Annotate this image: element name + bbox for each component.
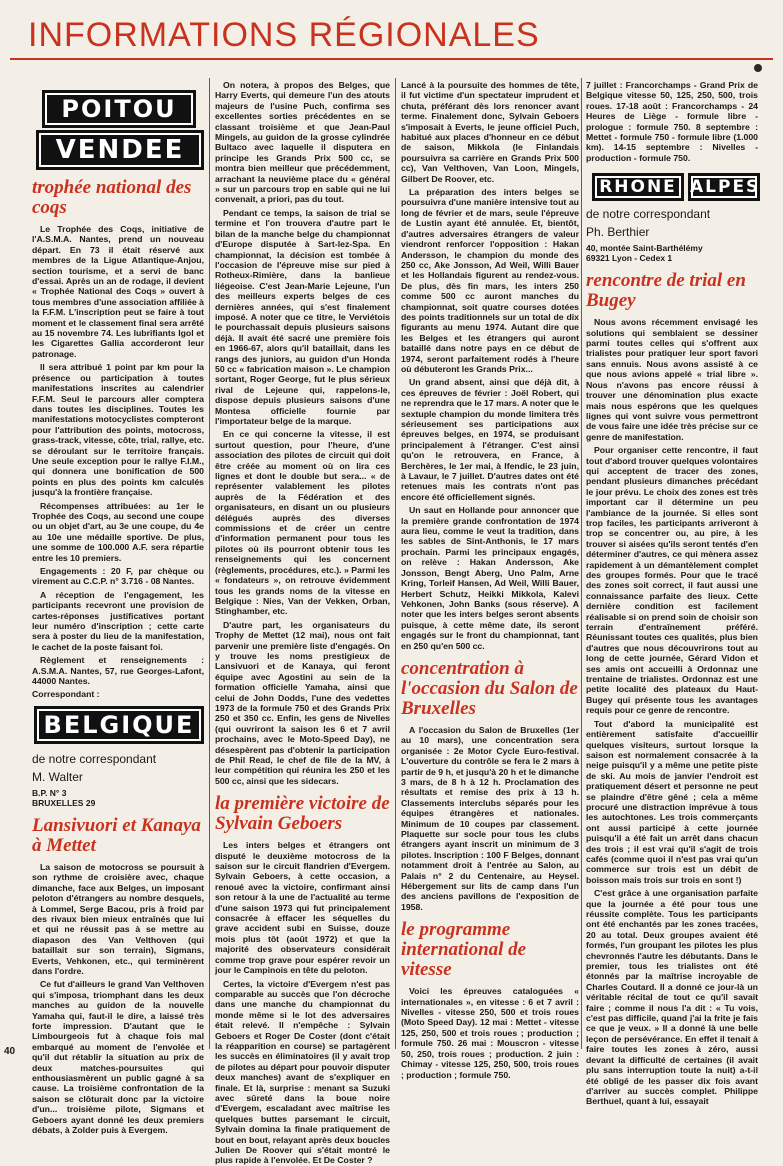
column-divider [395, 78, 396, 1049]
article-paragraph: Certes, la victoire d'Evergem n'est pas comparable au succès que l'on décroche dans une manche du championnat du monde même si le lot des adversaires était relevé. Il n'empêche : Sylvain Geboers et Roger De Coster (dont c'était la réapparition en course) se partagèrent les succès en éliminatoires (il y avait trop de pilotes au départ pour pouvoir disputer deux manches) avant de s'expliquer en finale. Et là, surprise : menant sa Suzuki avec sûreté dans la boue noire d'Evergem, escaladant avec maîtrise les quelques buttes parsemant le circuit, Sylvain domina la finale pratiquement de bout en bout, relayant après deux boucles Julien De Roover qui s'était montré le plus rapide à l'envolée. Et De Coster ? [215, 978, 390, 1166]
header-rule [10, 58, 773, 60]
column-divider [581, 78, 582, 1049]
belgique-logo: BELGIQUE [34, 706, 204, 744]
article-paragraph: Ce fut d'ailleurs le grand Van Velthoven qui s'imposa, triomphant dans les deux manches au guidon de la nouvelle Yamaha qui, faut-il le dire, a laissé très forte impression. D'autant que le Limbourgeois fut à chaque fois mal embarqué au moment de l'envolée et qu'il dut rétablir la situation au prix de deux matches-poursuites qui enthousiasmèrent un public gagné à sa cause. La troisième confrontation de la saison se clôturait donc par la victoire d'un... troisième pilote, Sigmans et Geboers ayant donné les deux premiers débats, à Zolder puis à Evergem. [32, 979, 204, 1136]
correspondent-address [586, 243, 758, 263]
article-paragraph: Engagements : 20 F, par chèque ou virement au C.C.P. n° 3.716 - 08 Nantes. [32, 566, 204, 587]
page-header [0, 0, 783, 70]
article-heading: la première victoire de Sylvain Geboers [215, 793, 390, 835]
poitou-logo: POITOU [42, 90, 196, 128]
article-paragraph: C'est grâce à une organisation parfaite que la journée a été pour tous une réussite complète. Tous les participants ont été enchantés par les zones tracées, 20 au total. Deux groupes avaient été formés, l'un groupant les pilotes les plus chevronnés l'autre les débutants. Dans le premier, tous les trialistes ont été étonnés par la maîtrise incroyable de Charles Coutard. Il a donné ce jour-là un véritable récital de tout ce qu'il savait faire ; comme il nous l'a dit : « Tu vois, c'est pas difficile, quand j'ai la frite je fais ce que je veux. » Il a donné là une belle leçon de persévérance. En effet il tenait à faire toutes les zones à zéro, aussi devant la difficulté de certaines (il avait plu sans interruption toute la nuit) a-t-il été obligé de les passer dix fois avant d'arriver au succès complet. Philippe Berthuel, quant à lui, essayait [586, 888, 758, 1107]
article-paragraph: 7 juillet : Francorchamps - Grand Prix de Belgique vitesse 50, 125, 250, 500, trois roues. 17-18 août : Francorchamps - 24 Heures de Liège - formule libre - prologue : formule 750. 8 septembre : Mettet - formule 750 - formule libre (1.000 km). 14-15 septembre : Nivelles - production - formule 750. [586, 80, 758, 163]
alpes-logo-word: ALPES [688, 173, 760, 201]
address-line: 40, montée Saint-Barthélémy [586, 243, 703, 254]
article-paragraph: A réception de l'engagement, les participants recevront une provision de cartes-réponses justificatives portant leur numéro d'inscription ; cette carte sera à poster du lieu de la manifestation, le cachet de la poste faisant foi. [32, 589, 204, 652]
header-dot-icon [754, 64, 762, 72]
article-paragraph: Les inters belges et étrangers ont disputé le deuxième motocross de la saison sur le circuit flandrien d'Evergem. Sylvain Geboers, à cette occasion, a renoué avec la victoire, confirmant ainsi son retour à la une de l'actualité au terme d'une saison 1973 qui fut principalement consacrée à effacer les séquelles du grave accident subi en Suisse, douze mois plus tôt (août 1972) et que la majorité des observateurs considérait comme trop grave pour espérer revoir un jour le Campinois en tête du peloton. [215, 840, 390, 976]
correspondent-label: de notre correspondant [586, 207, 711, 222]
article-paragraph: La préparation des inters belges se poursuivra d'une manière intensive tout au long de février et de mars, seule l'épreuve de Lustin ayant été annulée. Et, bientôt, d'autres adversaires étrangers de valeur viendront renforcer l'opposition : Hakan Andersson, le champion du monde des 250 cc, Ake Jonsson, Ad Weil, Willi Bauer et les Hollandais figurent au rendez-vous. De plus, dès fin mars, les inters 250 comme 500 cc auront manches du championnat, soit quatre courses dotées des points traditionnels sur un total de dix figurants au menu 1974. Autant dire que les Belges et les étrangers qui auront bataillé dans notre pays en ce début de 1974, seront parfaitement rodés à l'heure où débuteront les Grands Prix... [401, 187, 579, 374]
article-heading: trophée national des coqs [32, 177, 192, 218]
article-paragraph: Règlement et renseignements : A.S.M.A. Nantes, 57, rue Georges-Lafont, 44000 Nantes. [32, 655, 204, 687]
page-title: INFORMATIONS RÉGIONALES [28, 16, 540, 54]
rhone-alpes-logo [592, 173, 761, 201]
article-paragraph: Correspondant : [32, 689, 100, 700]
column-3 [401, 80, 579, 1080]
article-heading: rencontre de trial en Bugey [586, 270, 746, 312]
article-paragraph: En ce qui concerne la vitesse, il est surtout question, pour l'heure, d'une association des pilotes de circuit qui doit être créée au moment où on lira ces lignes et dont le double but sera... « de représenter valablement les pilotes auprès de la Fédération et des organisateurs, en disant un ou plusieurs délégués auprès des diverses commissions et de créer un centre d'information permanent pour tous les pilotes où ils pourront obtenir tous les renseignements qui les concernent (règlements, procédures, etc.). » Parmi les « fondateurs », on retrouve évidemment tous les grands noms de la vitesse en Belgique : Nies, Van der Vekken, Orban, Stinghamber, etc. [215, 429, 390, 617]
address-line: B.P. N° 3 [32, 787, 67, 798]
article-paragraph: Un grand absent, ainsi que déjà dit, à ces épreuves de février : Joël Robert, qui ne reprendra que le 17 mars. A noter que le sextuple champion du monde limitera très sérieusement ses participations aux épreuves belges, en 1974, se produisant principalement à l'étranger. C'est ainsi qu'on le retrouvera, en France, à Berchères, le 1er mai, à Ifendic, le 23 juin, à Lavaur, le 7 juillet. D'autres dates ont été retenues mais les contrats n'ont pas encore été officiellement signés. [401, 377, 579, 502]
article-paragraph: Voici les épreuves cataloguées « internationales », en vitesse : 6 et 7 avril : Nivelles - vitesse 250, 500 et trois roues (Moto Speed Day). 12 mai : Mettet - vitesse 125, 250, 500 et trois roues ; production ; formule 750. 26 mai : Mouscron - vitesse 50, 250, trois roues ; production. 2 juin : Chimay - vitesse 125, 250, 500, trois roues ; production ; formule 750. [401, 986, 579, 1080]
article-paragraph: Un saut en Hollande pour annoncer que la première grande confrontation de 1974 aura lieu, comme le veut la tradition, dans les sables de Sint-Anthonis, le 17 mars prochain. Parmi les principaux engagés, on relève : Hakan Andersson, Ake Jonsson, Bengt Aberg, Uno Palm, Arne Kring, Torleif Hansen, Ad Weil, Willi Bauer, Herbert Schutz, Heikki Mikkola, Kalevi Vehkonen, John Banks (sous réserve). A noter que les inters belges seront absents puisque, à cette même date, ils seront engagés sur le front du championnat, tant en 250 qu'en 500 cc. [401, 505, 579, 651]
article-heading: Lansivuori et Kanaya à Mettet [32, 814, 201, 856]
article-paragraph: D'autre part, les organisateurs du Trophy de Mettet (12 mai), nous ont fait parvenir une première liste d'engagés. On y trouve les noms prestigieux de Lansivuori et de Kanaya, qui feront équipe avec Agostini au sein de la formation officielle Yamaha, ainsi que celui de John Dodds, l'une des vedettes 1973 de la formule 750 et des Grands Prix 250 et 350 cc. Enfin, les gens de Nivelles (qui ouvriront la saison les 6 et 7 avril prochains, avec le Moto-Speed Day), ne désespèrent pas d'obtenir la participation de Phil Read, le chef de file de la MV, à leur compétition qui réunira les 250 et les 500 cc, ainsi que les sidecars. [215, 619, 390, 786]
correspondent-name: M. Walter [32, 769, 83, 784]
article-paragraph: Nous avons récemment envisagé les solutions qui semblaient se dessiner parmi toutes celles qui s'offrent aux trialistes pour pratiquer leur sport favori sans ennuis. Nous avons assisté à ce que nous avions appelé « trial libre ». Nous n'avons pas encore réussi à trouver une dénomination plus exacte mais nous espérons que les quelques lignes qui vont suivre vous permettront de vous faire une idée très précise sur ce genre de manifestation. [586, 317, 758, 442]
article-paragraph: On notera, à propos des Belges, que Harry Everts, qui demeure l'un des atouts majeurs de l'usine Puch, confirma ses excellentes sorties précédentes en se classant troisième et que Jean-Paul Mingels, au guidon de la grosse cylindrée Bultaco avec laquelle il disputera en principe les Grands Prix 500 cc, se montra bien meilleur que précédemment, arrachant la neuvième place du « général » sur un parcours trop en sable qui ne lui convenait, a priori, pas du tout. [215, 80, 390, 205]
vendee-logo: VENDEE [36, 130, 204, 170]
column-1 [32, 80, 205, 1136]
article-paragraph: La saison de motocross se poursuit à son rythme de croisière avec, chaque dimanche, face aux Belges, un imposant peloton d'étrangers au nombre desquels, à Lommel, Serge Bacou, pris à froid par des rivaux bien mieux entraînés que lui et qui ne réussit pas à se mettre au diapason des Van Velthoven (qui bataillait sur son terrain), Sigmans, Everts, Vehkonen, etc., qui terminèrent dans l'ordre. [32, 861, 204, 976]
correspondent-address [32, 788, 204, 808]
rhone-logo-word: RHONE [592, 173, 684, 201]
article-paragraph: Pour organiser cette rencontre, il faut tout d'abord trouver quelques volontaires qui acceptent de tracer des zones, pendant plusieurs dimanches précédant le jour prévu. Le choix des zones est très important car il détermine un peu l'ambiance de la journée. Si elles sont trop faciles, les participants arriveront à trop se concentrer ou, au pire, à les trouver si aisées qu'ils seront tentés d'en déterminer d'autres, ce qui mènera assez rapidement à un démantèlement complet des groupes formés. Pour que le tracé des zones soit correct, il faut aussi une connaissance parfaite des lieux. Cette dernière condition est facilement réalisable si on prend soin de choisir son terrain d'entraînement préféré. Réunissant toutes ces qualités, plus bien d'autres que nous découvrirons tout au long de cette journée, Gérard Vidon et ses amis ont accueilli à Ordonnaz une trentaine de trialistes. Ordonnaz est une petite localité des plateaux du Haut-Bugey qui présente tous les avantages requis pour ce genre de rencontre. [586, 445, 758, 716]
column-4 [586, 80, 761, 1107]
article-paragraph: Le Trophée des Coqs, initiative de l'A.S.M.A. Nantes, prend un nouveau départ. En 73 il était réservé aux membres de la Ligue Atlantique-Anjou, section tourisme, et a servi de banc d'essai. Après un an de rodage, il devient « Trophée National des Coqs » ouvert à tous membres d'une association affiliée à la F.F.M. L'inscription peut se faire à tout moment et le classement final sera arrêté au 15 novembre 74. Les lubrifiants Igol et les Cigarettes Gallia accorderont leur patronage. [32, 224, 205, 359]
article-heading: concentration à l'occasion du Salon de Bruxelles [401, 657, 578, 719]
article-heading: le programme international de vitesse [401, 919, 527, 981]
address-line: BRUXELLES 29 [32, 797, 96, 808]
page-number: 40 [4, 1046, 16, 1057]
correspondent-label: de notre correspondant [32, 751, 157, 766]
article-paragraph: Tout d'abord la municipalité est entièrement satisfaite d'accueillir quelques visiteurs, surtout lorsque la saison est normalement consacrée à la neige puisqu'il y a même une petite piste de ski. Au mois de janvier l'endroit est pratiquement désert et personne ne peut se plaindre d'être gêné ; cela a même procuré une distraction imprévue à tous les autochtones. Les trois commerçants ont aussi participé à cette journée puisqu'il a été fait un arrêt dans chacun des trois ; il est vrai qu'il s'agit de trois cafés (comme quoi il n'est pas vrai qu'un commerce sur trois est un débit de boisson mais trois sur trois en sont !) [586, 718, 758, 885]
article-paragraph: Lancé à la poursuite des hommes de tête, il fut victime d'un spectateur imprudent et chuta, préférant dès lors renoncer avant terme. Finalement donc, Sylvain Geboers s'imposait à Everts, le jeune officiel Puch, habitué aux places d'honneur en ce début de saison, Mikkola (le Finlandais poursuivra sa carrière en Grands Prix 500 cc), Van Velthoven, Van Loon, Mingels, Gilbert De Roover, etc. [401, 80, 579, 184]
article-paragraph: A l'occasion du Salon de Bruxelles (1er au 10 mars), une concentration sera organisée : 2e Motor Cycle Euro-festival. L'ouverture du contrôle se fera le 2 mars à partir de 9 h, et jusqu'à 20 h et le dimanche 3 mars, de 8 h à 12 h. Proclamation des résultats et remise des prix à 13 h. Classements interclubs séparés pour les équipes étrangères et nationales. Minimum de 10 coupes par classement. Plaquette sur socle pour tous les clubs étrangers ayant inscrit un minimum de 3 pilotes. Inscription : 100 F Belges, donnant notamment droit à l'entrée au Salon, au Palais n° 2 du Centenaire, au Heysel. Hébergement sur lits de camp dans l'un des anciens pavillons de l'exposition de 1958. [401, 724, 579, 912]
column-divider [209, 78, 210, 1049]
article-paragraph: Il sera attribué 1 point par km pour la présence ou participation à toutes manifestations inscrites au calendrier F.F.M. Seul le parcours aller comptera dans toutes les disciplines. Toutes les manifestations motocyclistes compteront pour l'attribution des points, motocross, grass-track, vitesse, côte, trial, rallye, etc. se déroulant sur le territoire français. Une seule exception pour le rallye F.I.M., qui donnera une bonification de 500 points en plus des points km calculés jusqu'à la frontière française. [32, 362, 204, 498]
article-paragraph: Pendant ce temps, la saison de trial se termine et l'on trouvera d'autre part le bilan de la manche belge du championnat d'Europe disputée à Sart-lez-Spa. En championnat, la décision est tombée à l'occasion de l'épreuve mise sur pied à Rotheux-Rimière, dans la banlieue liégeoise. C'est Jean-Marie Lejeune, l'un des meilleurs experts belges de ces dernières années, qui s'est finalement imposé. A noter que ce titre, le Verviétois le pourchassait depuis plusieurs saisons déjà. Il avait été sacré une première fois en 1966-67, alors qu'il bataillait, dans les rangs des juniors, au guidon d'un Honda 50 cc « fabrication maison ». Le champion sortant, Roger George, fut le plus sérieux rival de Lejeune qui, rappelons-le, dispose depuis plusieurs saisons d'une Montesa officielle fournie par l'importateur belge de la marque. [215, 207, 390, 426]
column-2 [215, 80, 390, 1166]
correspondent-name: Ph. Berthier [586, 225, 650, 240]
address-line: 69321 Lyon - Cedex 1 [586, 253, 673, 264]
article-paragraph: Récompenses attribuées: au 1er le Trophée des Coqs, au second une coupe ou un objet d'art, au 3e une coupe, du 4e au 10e une médaille sportive. De plus, une somme de 100.000 A.F. sera répartie entre les 10 premiers. [32, 500, 204, 563]
